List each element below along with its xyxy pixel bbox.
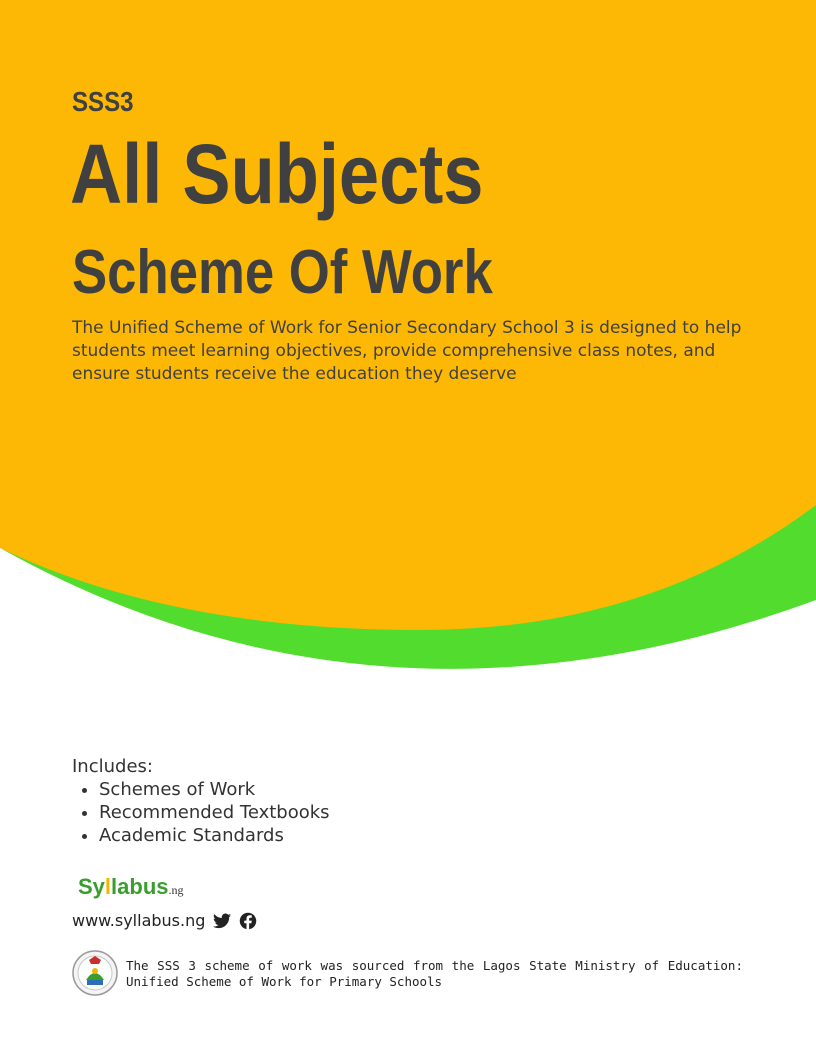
list-item: • Recommended Textbooks — [99, 801, 330, 824]
logo-text-part2: l — [104, 874, 112, 899]
grade-label: SSS3 — [72, 86, 134, 117]
source-note: The SSS 3 scheme of work was sourced from the Lagos State Ministry of Education: Unified Scheme of Work for Primary Schools — [126, 958, 743, 989]
list-item: • Schemes of Work — [99, 778, 330, 801]
description: The Unified Scheme of Work for Senior Secondary School 3 is designed to help students meet learning objectives, provide comprehensive class notes, and ensure students receive the education they deserve — [72, 318, 742, 384]
website-row — [72, 911, 257, 930]
logo-text-part3: labus — [111, 874, 169, 899]
website-link[interactable]: www.syllabus.ng — [72, 911, 206, 930]
page-title: All Subjects — [70, 127, 484, 221]
includes-list — [72, 778, 330, 847]
logo-tld: .ng — [168, 883, 184, 897]
twitter-icon[interactable] — [213, 913, 231, 929]
facebook-icon[interactable] — [239, 912, 257, 930]
includes-heading: Includes: — [72, 756, 153, 777]
page-subtitle: Scheme Of Work — [72, 238, 493, 307]
list-item: • Academic Standards — [99, 824, 330, 847]
includes-section — [72, 755, 330, 847]
logo-text-part1: Sy — [78, 874, 105, 899]
lagos-seal-icon — [72, 950, 118, 996]
syllabus-logo[interactable] — [78, 876, 184, 898]
